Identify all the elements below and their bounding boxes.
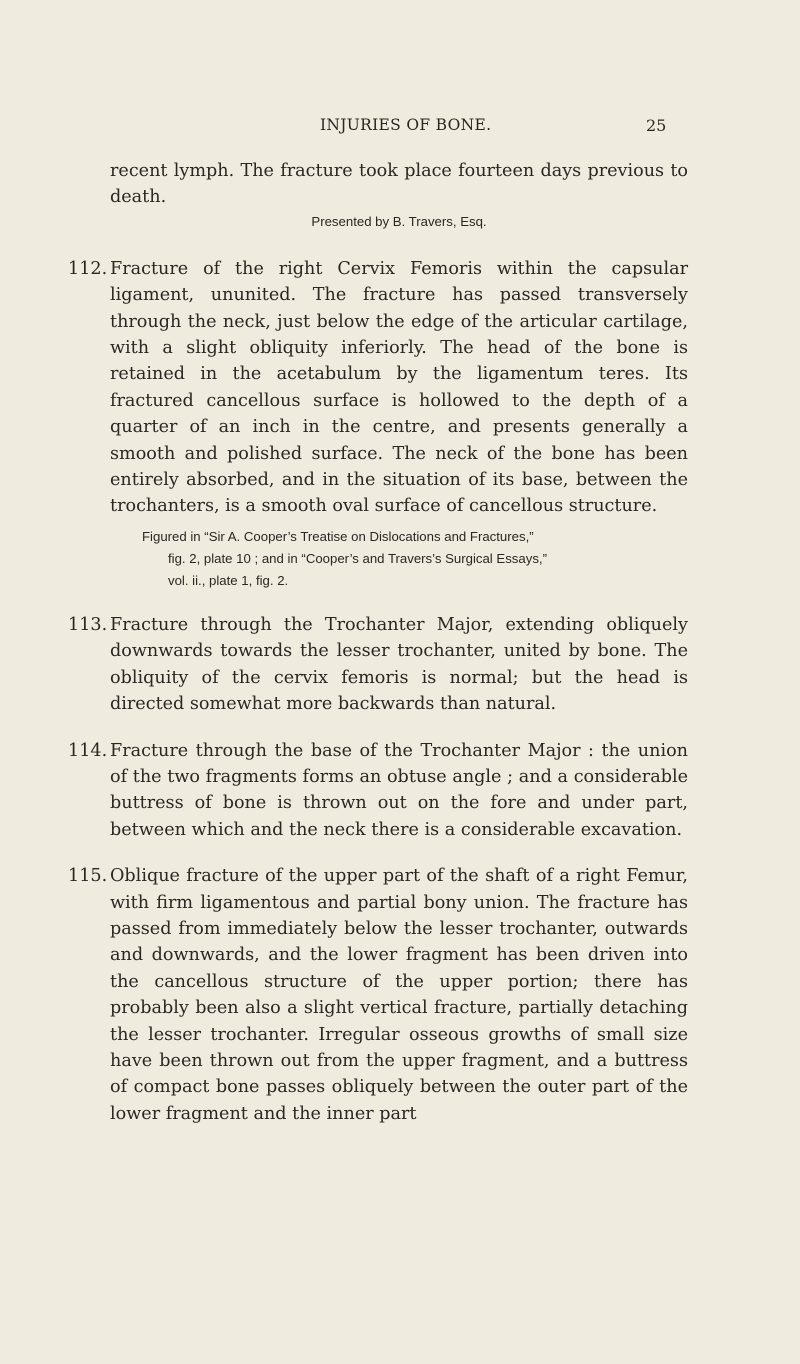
page-header xyxy=(0,116,800,140)
body-text xyxy=(68,158,688,1127)
entry-description: Fracture of the right Cervix Femoris within the capsular ligament, ununited. The fracture has passed transversely through the neck, just below the edge of the articular cartilage, with a slight obliquity inferiorly. The head of the bone is retained in the acetabulum by the ligamentum teres. Its fractured cancellous surface is hollowed to the depth of a quarter of an inch in the centre, and presents generally a smooth and polished surface. The neck of the bone has been entirely absorbed, and in the situation of its base, between the trochanters, is a smooth oval surface of cancellous structure. xyxy=(110,258,688,517)
continued-paragraph: recent lymph. The fracture took place fourteen days previous to death. xyxy=(110,161,688,208)
catalogue-entry-115 xyxy=(68,863,688,1127)
catalogue-entry-113 xyxy=(68,612,688,718)
reference-line: Figured in “Sir A. Cooper’s Treatise on Dislocations and Fractures,” xyxy=(142,528,534,544)
reference-line: vol. ii., plate 1, fig. 2. xyxy=(168,572,289,588)
entry-description: Fracture through the base of the Trochanter Major : the union of the two fragments forms an obtuse angle ; and a considerable buttress of bone is thrown out on the fore and under part, between which and the neck there is a considerable excavation. xyxy=(110,740,688,840)
entry-description: Oblique fracture of the upper part of the shaft of a right Femur, with firm ligamentous and partial bony union. The fracture has passed from immediately below the lesser trochanter, outwards and downwards, and the lower fragment has been driven into the cancellous structure of the upper portion; there has probably been also a slight vertical fracture, partially detaching the lesser trochanter. Irregular osseous growths of small size have been thrown out from the upper fragment, and a buttress of compact bone passes obliquely between the outer part of the lower fragment and the inner part xyxy=(110,866,688,1124)
figure-reference xyxy=(142,526,688,592)
reference-line: fig. 2, plate 10 ; and in “Cooper’s and Travers’s Surgical Essays,” xyxy=(168,550,547,566)
catalogue-entry-112 xyxy=(68,256,688,520)
entry-number: 115. xyxy=(68,866,108,887)
running-title: INJURIES OF BONE. xyxy=(320,116,492,134)
entry-number: 113. xyxy=(68,614,108,635)
entry-description: Fracture through the Trochanter Major, extending obliquely downwards towards the lesser trochanter, united by bone. The obliquity of the cervix femoris is normal; but the head is directed somewhat more backwards than natural. xyxy=(110,614,688,715)
entry-number: 112. xyxy=(68,258,108,279)
presentation-credit: Presented by B. Travers, Esq. xyxy=(311,213,487,229)
page-number: 25 xyxy=(646,116,667,135)
catalogue-entry-114 xyxy=(68,738,688,844)
entry-number: 114. xyxy=(68,740,108,761)
